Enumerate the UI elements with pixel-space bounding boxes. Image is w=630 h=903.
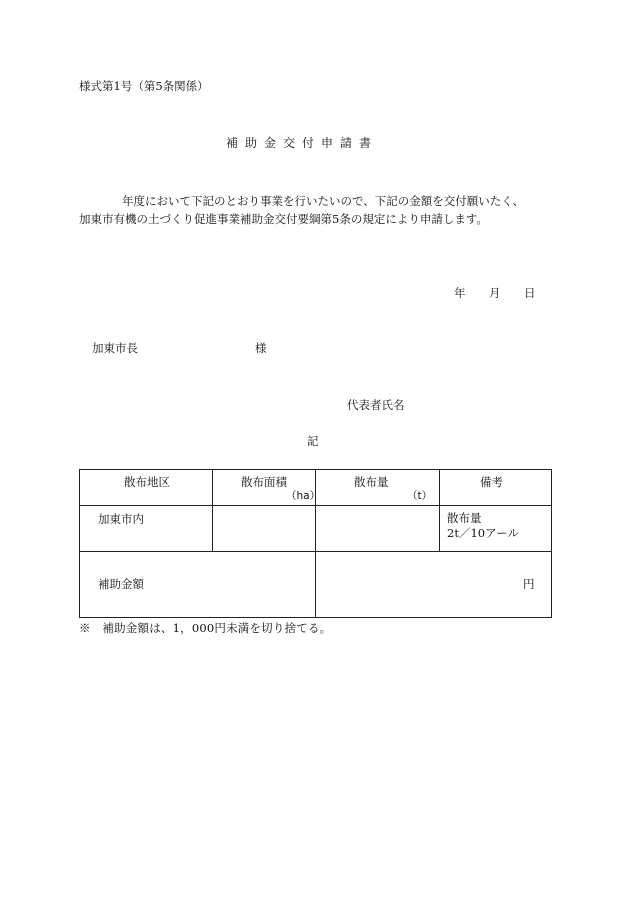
header-amount: 散布量 [354,475,389,489]
row-remarks-line-1: 散布量 [447,511,482,525]
subsidy-amount-label: 補助金額 [98,577,144,591]
representative-name-label: 代表者氏名 [347,398,405,412]
addressee-name: 加東市長 [92,341,138,355]
document-title: 補助金交付申請書 [226,136,379,150]
header-area: 散布地区 [124,475,170,489]
row-area-value: 加東市内 [98,512,144,526]
header-size: 散布面積 [241,475,287,489]
header-size-unit: （ha） [286,490,321,502]
header-amount-unit: （t） [407,490,433,502]
date-day-label: 日 [524,286,536,300]
ki-marker: 記 [307,434,319,448]
subsidy-yen-unit: 円 [523,577,535,591]
date-month-label: 月 [489,286,501,300]
footnote: ※ 補助金額は、1，000円未満を切り捨てる。 [79,621,332,635]
intro-line-1: 年度において下記のとおり事業を行いたいので、下記の金額を交付願いたく、 [122,194,525,208]
addressee-honorific: 様 [255,341,267,355]
date-year-label: 年 [454,286,466,300]
intro-line-2: 加東市有機の土づくり促進事業補助金交付要綱第5条の規定により申請します。 [79,212,488,226]
form-number: 様式第1号（第5条関係） [79,79,209,93]
header-remarks: 備考 [480,475,503,489]
row-remarks-line-2: 2t／10アール [447,526,519,540]
